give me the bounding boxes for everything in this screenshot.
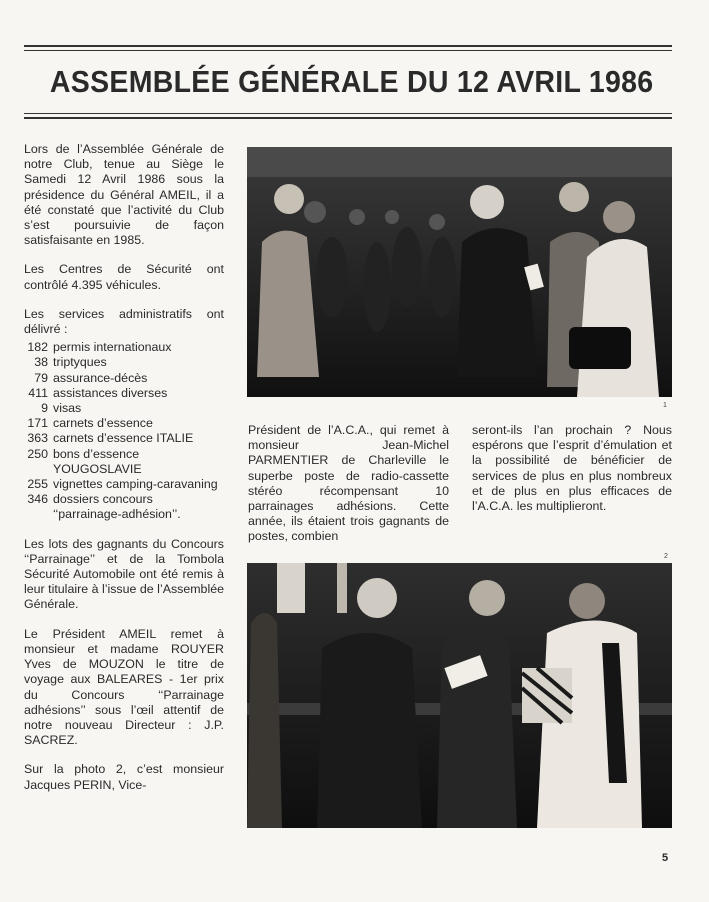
- list-item: [24, 447, 224, 477]
- intro-paragraph: Lors de l’Assemblée Générale de notre Club, tenue au Siège le Samedi 12 Avril 1986 sous la présidence du Général AMEIL, il a été constaté que l’activité du Club s’est poursuivie de façon satisfaisante en 1985.: [24, 142, 224, 248]
- service-count: 250: [27, 446, 48, 461]
- service-label: dossiers concours ‘‘parrainage-adhésion’’.: [53, 492, 181, 522]
- service-count: 363: [27, 431, 48, 446]
- photo-1: [247, 147, 672, 397]
- photo-2-image: [247, 563, 672, 828]
- service-label: triptyques: [53, 355, 107, 370]
- services-intro: Les services administratifs ont délivré :: [24, 306, 224, 337]
- top-rule-thin: [24, 50, 672, 51]
- list-item: [24, 492, 224, 522]
- page-number: 5: [662, 852, 669, 864]
- list-item: [24, 386, 224, 401]
- service-count: 182: [27, 340, 48, 355]
- service-label: assurance-décès: [53, 370, 148, 385]
- list-item: [24, 416, 224, 431]
- president-paragraph: Le Président AMEIL remet à monsieur et madame ROUYER Yves de MOUZON le titre de voyage aux BALEARES - 1er prix du Concours ‘‘Parrainage adhésions’’ sous l’œil attentif de notre nouveau Directeur : J.P. SACREZ.: [24, 626, 224, 748]
- photo-2: [247, 563, 672, 828]
- service-count: 38: [34, 355, 48, 370]
- title-rule: [24, 117, 672, 119]
- left-column: [24, 142, 224, 807]
- services-list: [24, 340, 224, 522]
- service-count: 79: [34, 370, 48, 385]
- lots-paragraph: Les lots des gagnants du Concours ‘‘Parrainage’’ et de la Tombola Sécurité Automobile ont été remis à leur titulaire à l’issue de l’Assemblée Générale.: [24, 536, 224, 612]
- service-label: vignettes camping-caravaning: [53, 477, 218, 492]
- service-count: 411: [28, 385, 48, 400]
- service-label: visas: [53, 401, 82, 416]
- photo2-paragraph: Sur la photo 2, c’est monsieur Jacques PERIN, Vice-: [24, 762, 224, 792]
- list-item: [24, 477, 224, 492]
- service-count: 255: [27, 477, 48, 492]
- service-count: 346: [27, 492, 48, 507]
- service-label: carnets d’essence: [53, 416, 153, 431]
- centres-paragraph: Les Centres de Sécurité ont contrôlé 4.395 véhicules.: [24, 262, 224, 292]
- list-item: [24, 340, 224, 355]
- title-rule-thin: [24, 113, 672, 114]
- photo-2-number: 2: [664, 553, 668, 560]
- photo-1-number: 1: [663, 402, 667, 409]
- middle-column-text: Président de l’A.C.A., qui remet à monsieur Jean-Michel PARMENTIER de Charleville le superbe poste de radio-cassette stéréo récompensant 10 parrainages adhésions. Cette année, ils étaient trois gagnants de postes, combien: [248, 423, 449, 544]
- top-rule: [24, 45, 672, 47]
- service-label: bons d’essence YOUGOSLAVIE: [53, 446, 142, 476]
- list-item: [24, 401, 224, 416]
- right-column-text: seront-ils l’an prochain ? Nous espérons que l’esprit d’émulation et la possibilité de bénéficier de services de plus en plus nombreux et de plus en plus efficaces de l’A.C.A. les multiplieront.: [472, 423, 672, 514]
- service-count: 9: [41, 401, 48, 416]
- service-count: 171: [27, 416, 48, 431]
- photo-1-image: [247, 147, 672, 397]
- gift-box-shape: [522, 668, 572, 723]
- service-label: carnets d’essence ITALIE: [53, 431, 194, 446]
- list-item: [24, 431, 224, 446]
- page-title: ASSEMBLÉE GÉNÉRALE DU 12 AVRIL 1986: [49, 64, 654, 99]
- list-item: [24, 371, 224, 386]
- service-label: assistances diverses: [53, 385, 168, 400]
- list-item: [24, 355, 224, 370]
- service-label: permis internationaux: [53, 340, 172, 355]
